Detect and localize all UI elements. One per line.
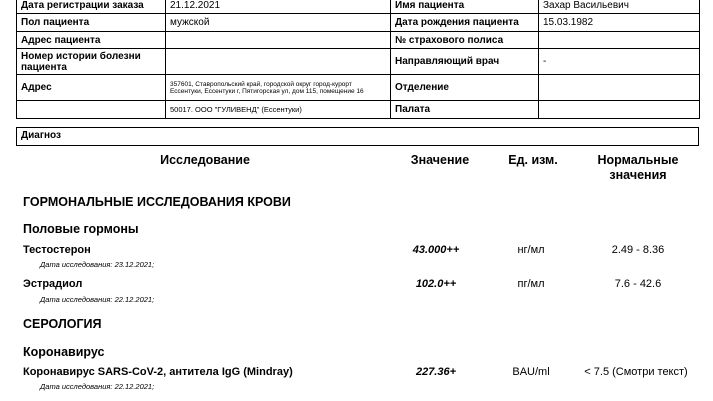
history-number-value <box>166 49 391 75</box>
referring-doctor-label: Направляющий врач <box>391 49 539 75</box>
referring-doctor: - <box>539 49 700 75</box>
order-reg-date: 21.12.2021 <box>166 0 391 14</box>
section-title: ГОРМОНАЛЬНЫЕ ИССЛЕДОВАНИЯ КРОВИ <box>23 195 291 209</box>
ward-label: Палата <box>391 101 539 119</box>
section-subtitle: Коронавирус <box>23 345 105 359</box>
address-value: 357601, Ставропольский край, городской округ город-курорт Ессентуки, Ессентуки г, Пятигорская ул, дом 115, помещение 16 <box>166 75 391 101</box>
department-label: Отделение <box>391 75 539 101</box>
test-normal-range: < 7.5 (Смотри текст) <box>584 366 688 378</box>
test-normal-range: 7.6 - 42.6 <box>614 278 662 290</box>
patient-address-label: Адрес пациента <box>17 32 166 49</box>
test-value: 102.0++ <box>415 278 457 290</box>
test-unit: нг/мл <box>517 244 545 256</box>
test-value: 227.36+ <box>415 366 457 378</box>
test-normal-range: 2.49 - 8.36 <box>611 244 665 256</box>
column-header-unit: Ед. изм. <box>508 153 558 167</box>
test-date: Дата исследования: 23.12.2021; <box>40 260 155 269</box>
test-unit: пг/мл <box>517 278 545 290</box>
birth-date: 15.03.1982 <box>539 14 700 32</box>
sex-value: мужской <box>166 14 391 32</box>
patient-address-value <box>166 32 391 49</box>
diagnosis-row <box>16 127 699 146</box>
insurance-label: № страхового полиса <box>391 32 539 49</box>
test-name: Коронавирус SARS-CoV-2, антитела IgG (Mindray) <box>23 366 293 378</box>
test-value: 43.000++ <box>412 244 460 256</box>
test-unit: BAU/ml <box>512 366 550 378</box>
patient-name: Захар Васильевич <box>539 0 700 14</box>
sex-label: Пол пациента <box>17 14 166 32</box>
test-name: Эстрадиол <box>23 278 83 290</box>
patient-name-label: Имя пациента <box>391 0 539 14</box>
section-subtitle: Половые гормоны <box>23 222 139 236</box>
birth-date-label: Дата рождения пациента <box>391 14 539 32</box>
org-label-empty <box>17 101 166 119</box>
column-header-study: Исследование <box>160 153 250 167</box>
history-number-label: Номер истории болезни пациента <box>17 49 166 75</box>
test-name: Тестостерон <box>23 244 91 256</box>
test-date: Дата исследования: 22.12.2021; <box>40 295 155 304</box>
test-date: Дата исследования: 22.12.2021; <box>40 382 155 391</box>
column-header-normal: Нормальные значения <box>597 153 679 182</box>
column-header-value: Значение <box>410 153 470 167</box>
ward-value <box>539 101 700 119</box>
department-value <box>539 75 700 101</box>
organization-value: 50017. ООО "ГУЛИВЕНД" (Ессентуки) <box>166 101 391 119</box>
section-title: СЕРОЛОГИЯ <box>23 317 102 331</box>
order-reg-date-label: Дата регистрации заказа <box>17 0 166 14</box>
address-label: Адрес <box>17 75 166 101</box>
insurance-value <box>539 32 700 49</box>
patient-info-table <box>16 0 700 119</box>
diagnosis-label: Диагноз <box>21 130 61 141</box>
